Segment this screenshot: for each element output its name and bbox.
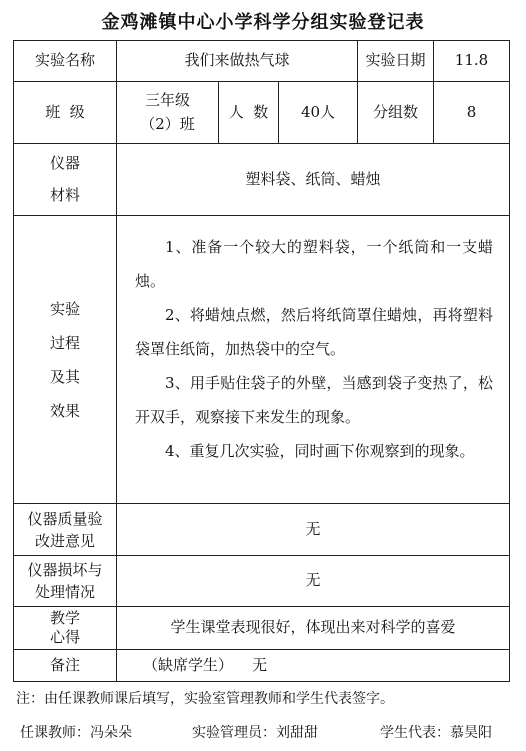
group-count-value-text: 8 (466, 102, 477, 121)
experiment-date-value-text: 11.8 (454, 51, 489, 70)
experiment-name-label-text: 实验名称 (34, 51, 95, 70)
experiment-date-value (433, 40, 510, 82)
group-count-label (357, 81, 434, 144)
class-label-text: 班 级 (45, 102, 85, 121)
registration-table (13, 40, 510, 681)
student-count-label (218, 81, 279, 144)
student-count-value-text: 40人 (300, 102, 336, 121)
damage-label-line2: 处理情况 (34, 583, 95, 601)
materials-value (116, 143, 510, 216)
teaching-notes-label (13, 606, 117, 650)
page-title: 金鸡滩镇中心小学科学分组实验登记表 (101, 12, 425, 33)
remarks-label (13, 649, 117, 682)
damage-value-text: 无 (305, 571, 321, 590)
process-steps (116, 215, 510, 504)
process-label-line1: 实验 (49, 299, 80, 318)
class-value-line2: （2）班 (140, 114, 195, 133)
manager-signature: 实验管理员：刘甜甜 (192, 725, 318, 741)
process-label-line3: 及其 (49, 367, 80, 386)
teacher-signature: 任课教师：冯朵朵 (20, 725, 132, 741)
quality-value (116, 503, 510, 556)
remarks-value-text: （缺席学生） 无 (143, 655, 268, 674)
materials-label-line1: 仪器 (49, 154, 80, 173)
class-label (13, 81, 117, 144)
process-label-line4: 效果 (49, 401, 80, 420)
materials-label (13, 143, 117, 216)
student-signature: 学生代表：慕昊阳 (380, 725, 492, 741)
teaching-notes-value-text: 学生课堂表现很好，体现出来对科学的喜爱 (170, 618, 456, 637)
process-step-4: 4、重复几次实验，同时画下你观察到的现象。 (165, 442, 475, 460)
process-label-line2: 过程 (49, 333, 80, 352)
damage-label (13, 555, 117, 607)
teaching-notes-label-line2: 心得 (49, 628, 80, 646)
quality-label-line2: 改进意见 (34, 531, 95, 550)
group-count-value (433, 81, 510, 144)
student-count-value (278, 81, 358, 144)
student-count-label-text: 人 数 (228, 102, 269, 121)
materials-value-text: 塑料袋、纸筒、蜡烛 (245, 169, 381, 188)
process-step-3: 3、用手贴住袋子的外壁，当感到袋子变热了，松开双手，观察接下来发生的现象。 (135, 374, 493, 426)
experiment-name-value-text: 我们来做热气球 (184, 51, 290, 70)
class-value-line1: 三年级 (144, 91, 190, 110)
group-count-label-text: 分组数 (372, 102, 418, 121)
teaching-notes-label-line1: 教学 (49, 609, 80, 627)
experiment-name-value (116, 40, 358, 82)
experiment-name-label (13, 40, 117, 82)
damage-label-line1: 仪器损坏与 (27, 561, 103, 579)
process-step-1: 1、准备一个较大的塑料袋，一个纸筒和一支蜡烛。 (135, 238, 493, 290)
materials-label-line2: 材料 (49, 185, 80, 204)
class-value (116, 81, 219, 144)
quality-value-text: 无 (305, 519, 321, 538)
process-step-2: 2、将蜡烛点燃，然后将纸筒罩住蜡烛，再将塑料袋罩住纸筒，加热袋中的空气。 (135, 306, 493, 358)
teaching-notes-value (116, 606, 510, 650)
remarks-label-text: 备注 (49, 655, 80, 674)
experiment-date-label (357, 40, 434, 82)
process-label (13, 215, 117, 504)
quality-label (13, 503, 117, 556)
experiment-date-label-text: 实验日期 (365, 51, 426, 70)
quality-label-line1: 仪器质量验 (27, 509, 103, 528)
damage-value (116, 555, 510, 607)
footnote: 注：由任课教师课后填写，实验室管理教师和学生代表签字。 (16, 691, 394, 707)
remarks-value (116, 649, 510, 682)
